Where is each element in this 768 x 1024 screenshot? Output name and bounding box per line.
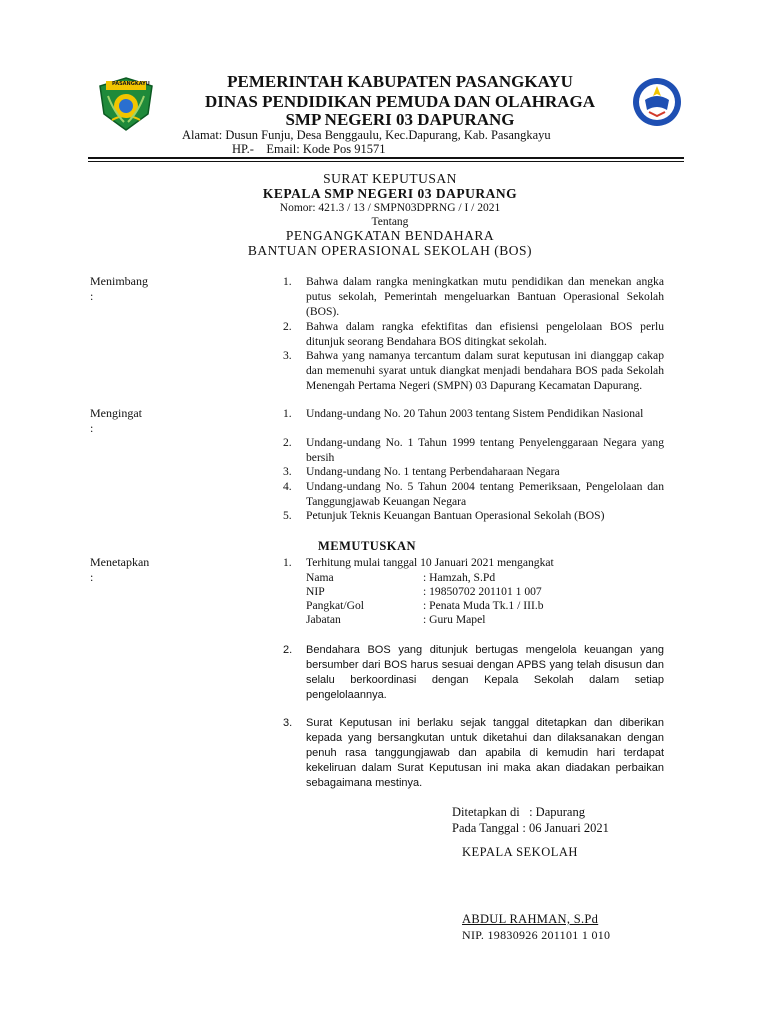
field-value-pangkat: : Penata Muda Tk.1 / III.b [423, 599, 544, 612]
pada-tanggal: Pada Tanggal : 06 Januari 2021 [452, 821, 609, 835]
mengingat-item-4: Undang-undang No. 5 Tahun 2004 tentang Pemeriksaan, Pengelolaan dan Tanggungjawab Keuangan Negara [306, 480, 664, 508]
list-number: 3. [283, 349, 292, 362]
menetapkan-item-1: Terhitung mulai tanggal 10 Januari 2021 mengangkat [306, 556, 554, 569]
ditetapkan-di: Ditetapkan di : Dapurang [452, 805, 585, 819]
menetapkan-item-2: Bendahara BOS yang ditunjuk bertugas mengelola keuangan yang bersumber dari BOS harus sesuai dengan APBS yang telah disusun dan selalu berkoordinasi dengan Kepala Sekolah dalam setiap pengelolaannya. [306, 644, 664, 701]
logo-text: PASANGKAYU [112, 81, 150, 87]
list-number: 1. [283, 556, 292, 569]
menimbang-item-2: Bahwa dalam rangka efektifitas dan efisiensi pengelolaan BOS perlu ditunjuk seorang Bendahara BOS ditingkat sekolah. [306, 320, 664, 348]
mengingat-label: Mengingat : [90, 406, 142, 435]
mengingat-item-1: Undang-undang No. 20 Tahun 2003 tentang Sistem Pendidikan Nasional [306, 407, 644, 420]
list-number: 3. [283, 717, 293, 729]
list-number: 2. [283, 436, 292, 449]
field-key-nama: Nama [306, 571, 334, 584]
subject-line-2: BANTUAN OPERASIONAL SEKOLAH (BOS) [247, 243, 533, 258]
signer-nip: NIP. 19830926 201101 1 010 [462, 928, 611, 942]
subject-line-1: PENGANGKATAN BENDAHARA [285, 228, 495, 243]
field-key-jabatan: Jabatan [306, 613, 341, 626]
field-value-jabatan: : Guru Mapel [423, 613, 486, 626]
menimbang-item-3: Bahwa yang namanya tercantum dalam surat keputusan ini dianggap cakap dan memenuhi syarat untuk diangkat menjadi bendahara BOS pada Sekolah Menengah Pertama Negeri (SMPN) 03 Dapurang Kecamatan Dapurang. [306, 349, 664, 392]
header-line-1: PEMERINTAH KABUPATEN PASANGKAYU [227, 72, 573, 91]
field-value-nip: : 19850702 201101 1 007 [423, 585, 542, 598]
list-number: 3. [283, 465, 292, 478]
decree-title: SURAT KEPUTUSAN [323, 171, 457, 186]
regency-emblem-logo [96, 76, 156, 132]
memutuskan-heading: MEMUTUSKAN [318, 539, 417, 553]
signer-position: KEPALA SEKOLAH [462, 845, 578, 859]
menetapkan-label: Menetapkan : [90, 555, 150, 584]
header-divider-thin [88, 161, 684, 162]
field-value-nama: : Hamzah, S.Pd [423, 571, 496, 584]
menimbang-label: Menimbang : [90, 274, 148, 303]
tentang-label: Tentang [371, 216, 409, 228]
contact: HP.- Email: Kode Pos 91571 [232, 142, 386, 156]
field-key-nip: NIP [306, 585, 325, 598]
mengingat-item-5: Petunjuk Teknis Keuangan Bantuan Operasional Sekolah (BOS) [306, 509, 605, 522]
list-number: 5. [283, 509, 292, 522]
list-number: 2. [283, 644, 293, 656]
header-line-2: DINAS PENDIDIKAN PEMUDA DAN OLAHRAGA [204, 92, 596, 111]
mengingat-item-2: Undang-undang No. 1 Tahun 1999 tentang Penyelenggaraan Negara yang bersih [306, 436, 664, 464]
list-number: 1. [283, 275, 292, 288]
header-divider-thick [88, 157, 684, 159]
field-key-pangkat: Pangkat/Gol [306, 599, 364, 612]
signer-name: ABDUL RAHMAN, S.Pd [462, 912, 599, 926]
header-line-3: SMP NEGERI 03 DAPURANG [285, 110, 515, 129]
decree-issuer: KEPALA SMP NEGERI 03 DAPURANG [262, 186, 518, 201]
mengingat-item-3: Undang-undang No. 1 tentang Perbendaharaan Negara [306, 465, 560, 478]
address: Alamat: Dusun Funju, Desa Benggaulu, Kec.Dapurang, Kab. Pasangkayu [182, 128, 551, 142]
list-number: 1. [283, 407, 292, 420]
menetapkan-item-3: Surat Keputusan ini berlaku sejak tanggal ditetapkan dan diberikan kepada yang bersangkutan untuk diketahui dan dilaksanakan dengan penuh rasa tanggungjawab dan apabila di kemudin hari terdapat kekeliruan dalam Surat Keputusan ini maka akan diadakan perbaikan sebagaimana mestinya. [306, 717, 664, 789]
list-number: 2. [283, 320, 292, 333]
menimbang-item-1: Bahwa dalam rangka meningkatkan mutu pendidikan dan menekan angka putus sekolah, Pemerintah mengeluarkan Bantuan Operasional Sekolah (BOS). [306, 275, 664, 318]
decree-number: Nomor: 421.3 / 13 / SMPN03DPRNG / I / 2021 [279, 202, 501, 214]
list-number: 4. [283, 480, 292, 493]
